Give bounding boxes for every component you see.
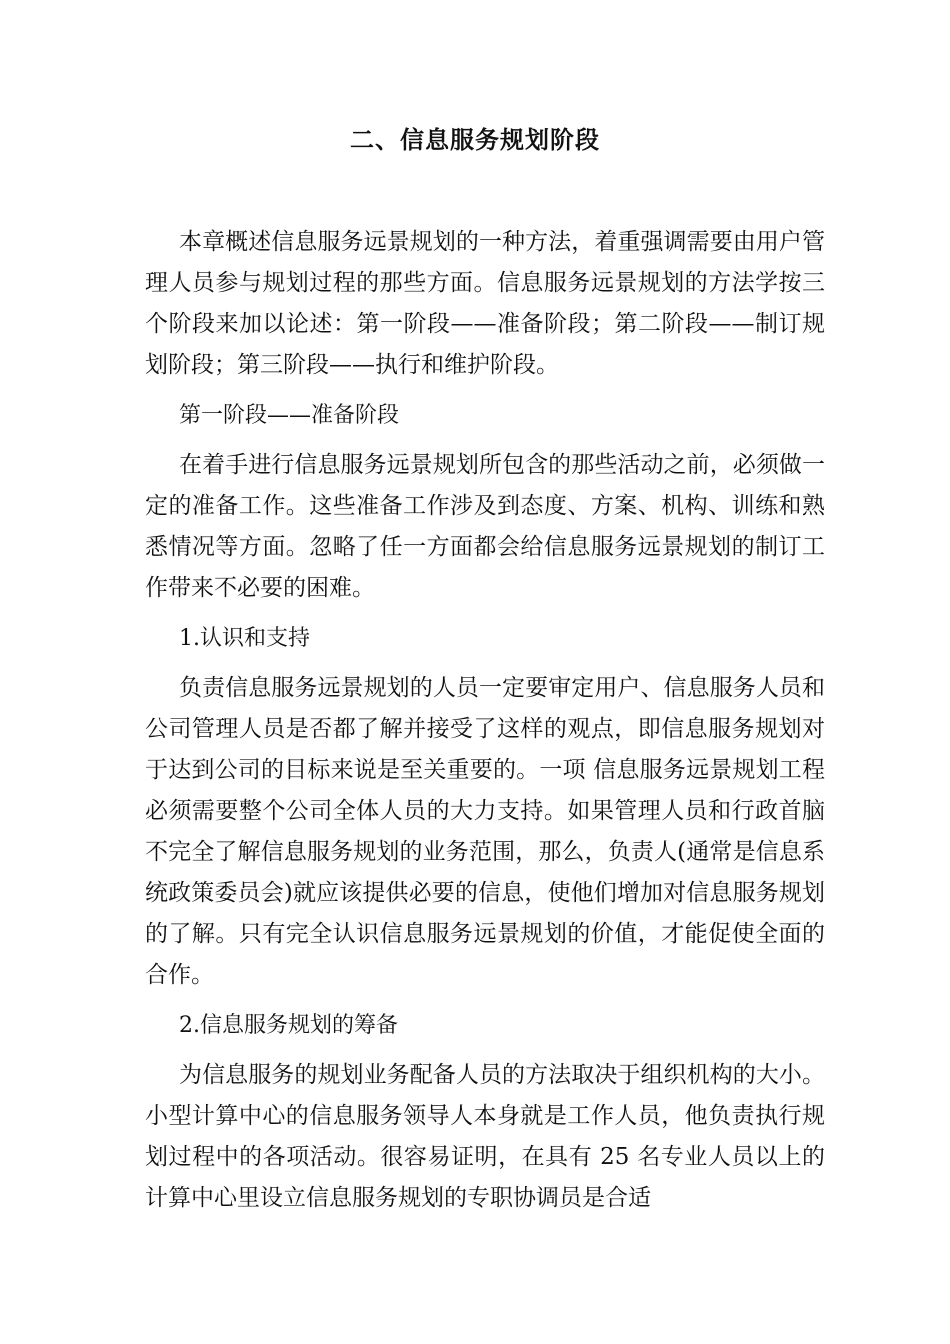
paragraph-intro: 本章概述信息服务远景规划的一种方法，着重强调需要由用户管理人员参与规划过程的那些方面。信息服务远景规划的方法学按三个阶段来加以论述：第一阶段——准备阶段；第二阶段——制订规划阶段；第三阶段——执行和维护阶段。 bbox=[145, 229, 825, 378]
subsection-heading-staffing: 2.信息服务规划的筹备 bbox=[179, 1013, 398, 1038]
section-heading-stage-one: 第一阶段——准备阶段 bbox=[179, 403, 400, 428]
paragraph-recognition: 负责信息服务远景规划的人员一定要审定用户、信息服务人员和公司管理人员是否都了解并接受了这样的观点，即信息服务规划对于达到公司的目标来说是至关重要的。一项 信息服务远景规划工程必须需要整个公司全体人员的大力支持。如果管理人员和行政首脑不完全了解信息服务规划的业务范围，那么，负责人(通常是信息系统政策委员会)就应该提供必要的信息，使他们增加对信息服务规划的了解。只有完全认识信息服务远景规划的价值，才能促使全面的合作。 bbox=[145, 675, 825, 988]
subsection-heading-recognition: 1.认识和支持 bbox=[179, 626, 310, 651]
paragraph-preparation: 在着手进行信息服务远景规划所包含的那些活动之前，必须做一定的准备工作。这些准备工作涉及到态度、方案、机构、训练和熟悉情况等方面。忽略了任一方面都会给信息服务远景规划的制订工作带来不必要的困难。 bbox=[145, 452, 825, 601]
paragraph-staffing: 为信息服务的规划业务配备人员的方法取决于组织机构的大小。小型计算中心的信息服务领导人本身就是工作人员，他负责执行规划过程中的各项活动。很容易证明，在具有 25 名专业人员以上的计算中心里设立信息服务规划的专职协调员是合适 bbox=[145, 1062, 825, 1211]
document-body bbox=[145, 222, 825, 1219]
page-title: 二、信息服务规划阶段 bbox=[350, 126, 600, 154]
